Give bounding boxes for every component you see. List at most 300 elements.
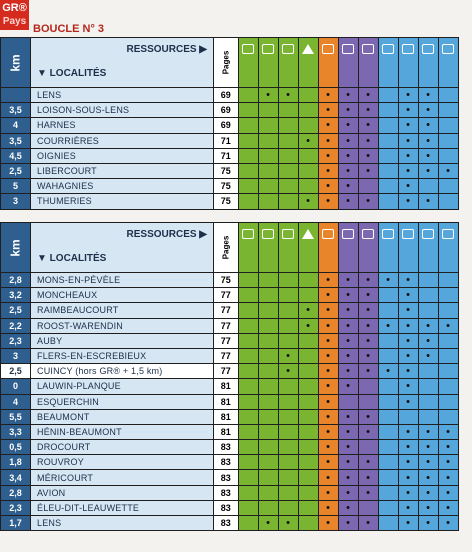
resource-cell: •: [338, 118, 358, 133]
resource-cell: •: [358, 118, 378, 133]
resource-cell: [238, 440, 258, 455]
resource-cell: •: [318, 516, 338, 531]
resource-cell: •: [318, 424, 338, 439]
icon-header: [358, 38, 378, 88]
icon-header: [298, 223, 318, 273]
resource-cell: [298, 394, 318, 409]
resource-cell: [278, 118, 298, 133]
resource-cell: [238, 348, 258, 363]
resource-cell: [378, 179, 398, 194]
resource-cell: [378, 194, 398, 209]
resource-cell: [278, 303, 298, 318]
resource-cell: •: [318, 409, 338, 424]
resource-cell: •: [298, 303, 318, 318]
resource-cell: [298, 103, 318, 118]
resource-cell: •: [318, 288, 338, 303]
resource-cell: •: [418, 163, 438, 178]
resource-cell: [238, 303, 258, 318]
locality-cell: ROUVROY: [31, 455, 214, 470]
icon-header: [318, 223, 338, 273]
table-row: [1, 379, 459, 394]
resource-cell: •: [398, 318, 418, 333]
resource-cell: [278, 103, 298, 118]
icon-header: [238, 223, 258, 273]
resource-cell: [238, 470, 258, 485]
resource-cell: [298, 455, 318, 470]
resource-cell: [258, 500, 278, 515]
resource-cell: •: [278, 88, 298, 103]
page-cell: 77: [214, 288, 239, 303]
resource-cell: [418, 394, 438, 409]
resource-cell: •: [358, 455, 378, 470]
cafe-icon: [362, 229, 374, 239]
resource-cell: •: [318, 455, 338, 470]
resource-cell: [278, 179, 298, 194]
table-row: [1, 348, 459, 363]
hotel-icon: [262, 44, 274, 54]
icon-header: [238, 38, 258, 88]
resource-cell: •: [418, 470, 438, 485]
resource-cell: •: [338, 194, 358, 209]
resource-cell: [238, 118, 258, 133]
train-icon: [422, 44, 434, 54]
locality-cell: MONS-EN-PÉVÈLE: [31, 273, 214, 288]
resource-cell: [278, 424, 298, 439]
table-row: [1, 194, 459, 209]
resource-cell: [278, 148, 298, 163]
table-row: [1, 470, 459, 485]
resource-cell: [418, 288, 438, 303]
resource-cell: •: [438, 485, 458, 500]
ressources-label: RESSOURCES ▶: [126, 44, 207, 55]
resource-cell: •: [338, 424, 358, 439]
camping-icon: [302, 44, 314, 54]
resource-cell: [258, 485, 278, 500]
locality-cell: CUINCY (hors GR® + 1,5 km): [31, 364, 214, 379]
table-row: [1, 133, 459, 148]
km-cell: 2,3: [1, 500, 31, 515]
resource-cell: •: [358, 516, 378, 531]
km-cell: 3,3: [1, 424, 31, 439]
resource-cell: •: [398, 455, 418, 470]
resource-cell: •: [318, 348, 338, 363]
icon-header: [278, 38, 298, 88]
locality-cell: LAUWIN-PLANQUE: [31, 379, 214, 394]
locality-cell: MÉRICOURT: [31, 470, 214, 485]
resource-cell: •: [398, 194, 418, 209]
resource-cell: •: [418, 455, 438, 470]
resource-cell: [438, 88, 458, 103]
icon-header: [418, 223, 438, 273]
km-header: [1, 223, 31, 273]
resource-cell: [398, 409, 418, 424]
resource-cell: [238, 103, 258, 118]
km-cell: 1,7: [1, 516, 31, 531]
resource-cell: •: [338, 103, 358, 118]
resource-cell: •: [418, 194, 438, 209]
resource-cell: •: [398, 516, 418, 531]
logo-line2: Pays: [2, 16, 27, 27]
resource-cell: •: [398, 148, 418, 163]
resource-cell: •: [398, 333, 418, 348]
km-cell: 3: [1, 348, 31, 363]
resource-cell: [258, 424, 278, 439]
resource-cell: •: [338, 440, 358, 455]
page-cell: 81: [214, 409, 239, 424]
resource-cell: [258, 364, 278, 379]
resource-cell: •: [298, 133, 318, 148]
resource-cell: [278, 500, 298, 515]
resource-cell: [378, 516, 398, 531]
icon-header: [418, 38, 438, 88]
resource-cell: [438, 333, 458, 348]
resource-cell: •: [338, 148, 358, 163]
resource-cell: [278, 440, 298, 455]
resource-cell: [378, 485, 398, 500]
resource-cell: •: [418, 485, 438, 500]
km-cell: 5: [1, 179, 31, 194]
resource-cell: •: [318, 318, 338, 333]
icon-header: [298, 38, 318, 88]
resource-cell: [438, 409, 458, 424]
resource-cell: [438, 288, 458, 303]
table-header: [1, 223, 459, 273]
resource-cell: •: [418, 440, 438, 455]
locality-cell: LENS: [31, 516, 214, 531]
logo-line1: GR®: [2, 2, 27, 14]
icon-header: [278, 223, 298, 273]
resource-cell: [298, 516, 318, 531]
km-cell: 2,5: [1, 163, 31, 178]
resource-cell: •: [338, 88, 358, 103]
table-row: [1, 485, 459, 500]
resource-cell: [358, 179, 378, 194]
resource-cell: •: [318, 273, 338, 288]
resource-cell: [298, 440, 318, 455]
resource-cell: [278, 394, 298, 409]
resource-cell: •: [398, 500, 418, 515]
pages-header: [214, 223, 239, 273]
resource-cell: •: [378, 364, 398, 379]
km-cell: 2,8: [1, 485, 31, 500]
resource-cell: •: [398, 303, 418, 318]
localites-label: ▼ LOCALITÉS: [37, 68, 107, 79]
resource-cell: •: [358, 348, 378, 363]
table-row: [1, 303, 459, 318]
resource-cell: •: [418, 516, 438, 531]
resource-cell: [418, 409, 438, 424]
resource-cell: [298, 485, 318, 500]
resource-cell: [238, 379, 258, 394]
resource-cell: •: [398, 364, 418, 379]
resource-cell: [438, 364, 458, 379]
localites-label: ▼ LOCALITÉS: [37, 253, 107, 264]
resource-cell: •: [318, 163, 338, 178]
resource-cell: •: [398, 118, 418, 133]
taxi-icon: [442, 44, 454, 54]
resource-cell: [298, 424, 318, 439]
resource-cell: [238, 318, 258, 333]
table-row: [1, 364, 459, 379]
resource-cell: •: [298, 194, 318, 209]
resource-cell: [278, 333, 298, 348]
camping-icon: [302, 229, 314, 239]
page-cell: 75: [214, 163, 239, 178]
table-row: [1, 163, 459, 178]
resource-cell: [258, 103, 278, 118]
resource-cell: •: [318, 364, 338, 379]
table-row: [1, 440, 459, 455]
resource-cell: [258, 409, 278, 424]
resource-cell: •: [318, 148, 338, 163]
icon-header: [258, 223, 278, 273]
resource-cell: •: [358, 133, 378, 148]
resource-cell: •: [358, 318, 378, 333]
resource-cell: •: [358, 470, 378, 485]
resource-cell: [258, 133, 278, 148]
resource-cell: [438, 273, 458, 288]
resource-cell: [278, 318, 298, 333]
resource-cell: [298, 409, 318, 424]
resource-cell: [258, 118, 278, 133]
resource-cell: •: [318, 394, 338, 409]
page-cell: 69: [214, 103, 239, 118]
resource-cell: •: [418, 424, 438, 439]
resource-cell: •: [398, 179, 418, 194]
resource-cell: •: [358, 273, 378, 288]
page-cell: 77: [214, 333, 239, 348]
ressources-localites-header: [31, 38, 214, 88]
resource-cell: •: [398, 348, 418, 363]
page-cell: 83: [214, 440, 239, 455]
km-cell: 0,5: [1, 440, 31, 455]
locality-cell: THUMERIES: [31, 194, 214, 209]
resource-cell: •: [398, 288, 418, 303]
resource-cell: •: [338, 409, 358, 424]
lodging-icon: [242, 44, 254, 54]
km-cell: 4: [1, 394, 31, 409]
locality-cell: OIGNIES: [31, 148, 214, 163]
resource-cell: [258, 455, 278, 470]
resource-cell: [298, 88, 318, 103]
resource-cell: •: [318, 133, 338, 148]
resource-cell: [278, 379, 298, 394]
resource-cell: [378, 440, 398, 455]
resource-cell: •: [318, 179, 338, 194]
resource-cell: [438, 133, 458, 148]
ressources-label: RESSOURCES ▶: [126, 229, 207, 240]
restaurant-icon: [342, 229, 354, 239]
icon-header: [398, 223, 418, 273]
resource-cell: [238, 364, 258, 379]
resource-cell: [278, 194, 298, 209]
km-header: [1, 38, 31, 88]
km-cell: 3,2: [1, 288, 31, 303]
resource-cell: •: [418, 133, 438, 148]
locality-cell: HARNES: [31, 118, 214, 133]
resource-cell: •: [358, 103, 378, 118]
km-cell: 2,8: [1, 273, 31, 288]
table-row: [1, 273, 459, 288]
resource-cell: •: [398, 440, 418, 455]
bus-icon: [402, 44, 414, 54]
table-section-1: [0, 37, 459, 210]
locality-cell: WAHAGNIES: [31, 179, 214, 194]
km-cell: 0: [1, 379, 31, 394]
resource-cell: •: [338, 273, 358, 288]
resource-cell: [298, 333, 318, 348]
resource-cell: •: [418, 333, 438, 348]
resource-cell: •: [318, 379, 338, 394]
boucle-title: BOUCLE N° 3: [33, 23, 105, 35]
resource-cell: [258, 148, 278, 163]
resource-cell: [378, 470, 398, 485]
resource-cell: [378, 333, 398, 348]
page-cell: 81: [214, 424, 239, 439]
resource-cell: •: [358, 485, 378, 500]
page-cell: 83: [214, 485, 239, 500]
bus-icon: [402, 229, 414, 239]
resource-cell: •: [358, 163, 378, 178]
resource-cell: •: [338, 500, 358, 515]
resource-cell: •: [418, 318, 438, 333]
resource-cell: [298, 288, 318, 303]
resource-cell: [258, 318, 278, 333]
locality-cell: HÉNIN-BEAUMONT: [31, 424, 214, 439]
page-cell: 77: [214, 348, 239, 363]
resource-cell: •: [398, 273, 418, 288]
page-cell: 81: [214, 394, 239, 409]
resource-cell: •: [318, 333, 338, 348]
resource-cell: [258, 288, 278, 303]
resource-cell: [418, 379, 438, 394]
table-row: [1, 333, 459, 348]
icon-header: [378, 223, 398, 273]
resource-cell: •: [358, 409, 378, 424]
resource-cell: •: [338, 516, 358, 531]
km-cell: [1, 88, 31, 103]
resource-cell: •: [378, 318, 398, 333]
km-cell: 2,2: [1, 318, 31, 333]
resource-cell: •: [338, 133, 358, 148]
page-cell: 75: [214, 179, 239, 194]
resource-cell: •: [438, 424, 458, 439]
resource-cell: [298, 148, 318, 163]
resource-cell: •: [438, 516, 458, 531]
resource-cell: [258, 179, 278, 194]
icon-header: [358, 223, 378, 273]
resource-cell: [418, 303, 438, 318]
resource-cell: [358, 500, 378, 515]
resource-cell: [298, 273, 318, 288]
page-cell: 81: [214, 379, 239, 394]
resource-cell: •: [318, 485, 338, 500]
resource-cell: •: [398, 424, 418, 439]
km-header-label: km: [8, 238, 23, 257]
page-cell: 83: [214, 455, 239, 470]
table-row: [1, 409, 459, 424]
page-cell: 75: [214, 194, 239, 209]
resource-cell: [378, 303, 398, 318]
table-section-2: [0, 222, 459, 531]
table-row: [1, 179, 459, 194]
resource-cell: •: [398, 379, 418, 394]
table-row: [1, 118, 459, 133]
locality-cell: LOISON-SOUS-LENS: [31, 103, 214, 118]
resource-cell: [298, 500, 318, 515]
resource-cell: [418, 364, 438, 379]
resource-cell: [278, 273, 298, 288]
shop-icon: [322, 44, 334, 54]
resource-cell: •: [278, 348, 298, 363]
resource-cell: [258, 333, 278, 348]
page-cell: 77: [214, 318, 239, 333]
page-cell: 69: [214, 118, 239, 133]
resource-cell: [278, 288, 298, 303]
resource-cell: [238, 409, 258, 424]
resource-cell: [378, 103, 398, 118]
resource-cell: [278, 409, 298, 424]
resource-cell: •: [358, 194, 378, 209]
restaurant-icon: [342, 44, 354, 54]
locality-cell: RAIMBEAUCOURT: [31, 303, 214, 318]
resource-cell: •: [318, 303, 338, 318]
resource-cell: •: [438, 318, 458, 333]
resource-cell: •: [418, 88, 438, 103]
resource-cell: [238, 455, 258, 470]
resource-cell: •: [438, 440, 458, 455]
page-cell: 69: [214, 88, 239, 103]
resource-cell: [298, 470, 318, 485]
resource-cell: •: [338, 470, 358, 485]
bed-icon: [282, 44, 294, 54]
ressources-localites-header: [31, 223, 214, 273]
locality-cell: FLERS-EN-ESCREBIEUX: [31, 348, 214, 363]
resource-cell: •: [438, 163, 458, 178]
resource-cell: •: [278, 516, 298, 531]
resource-cell: [378, 163, 398, 178]
resource-cell: [258, 470, 278, 485]
km-cell: 2,3: [1, 333, 31, 348]
resource-cell: [298, 348, 318, 363]
resource-cell: [438, 394, 458, 409]
locality-cell: AVION: [31, 485, 214, 500]
taxi-icon: [442, 229, 454, 239]
km-cell: 3: [1, 194, 31, 209]
resource-cell: •: [398, 88, 418, 103]
resource-cell: [258, 303, 278, 318]
resource-cell: •: [298, 318, 318, 333]
resource-cell: [438, 118, 458, 133]
table-row: [1, 318, 459, 333]
resource-cell: •: [418, 103, 438, 118]
icon-header: [338, 223, 358, 273]
resource-cell: •: [378, 273, 398, 288]
km-header-label: km: [8, 53, 23, 72]
page-cell: 71: [214, 148, 239, 163]
resource-cell: •: [338, 485, 358, 500]
resource-cell: [278, 163, 298, 178]
km-cell: 3,4: [1, 470, 31, 485]
resource-cell: •: [258, 88, 278, 103]
resource-cell: [238, 516, 258, 531]
resource-cell: •: [338, 455, 358, 470]
resource-cell: •: [358, 333, 378, 348]
train-icon: [422, 229, 434, 239]
resource-cell: [438, 379, 458, 394]
resource-cell: •: [318, 194, 338, 209]
resource-cell: •: [338, 379, 358, 394]
